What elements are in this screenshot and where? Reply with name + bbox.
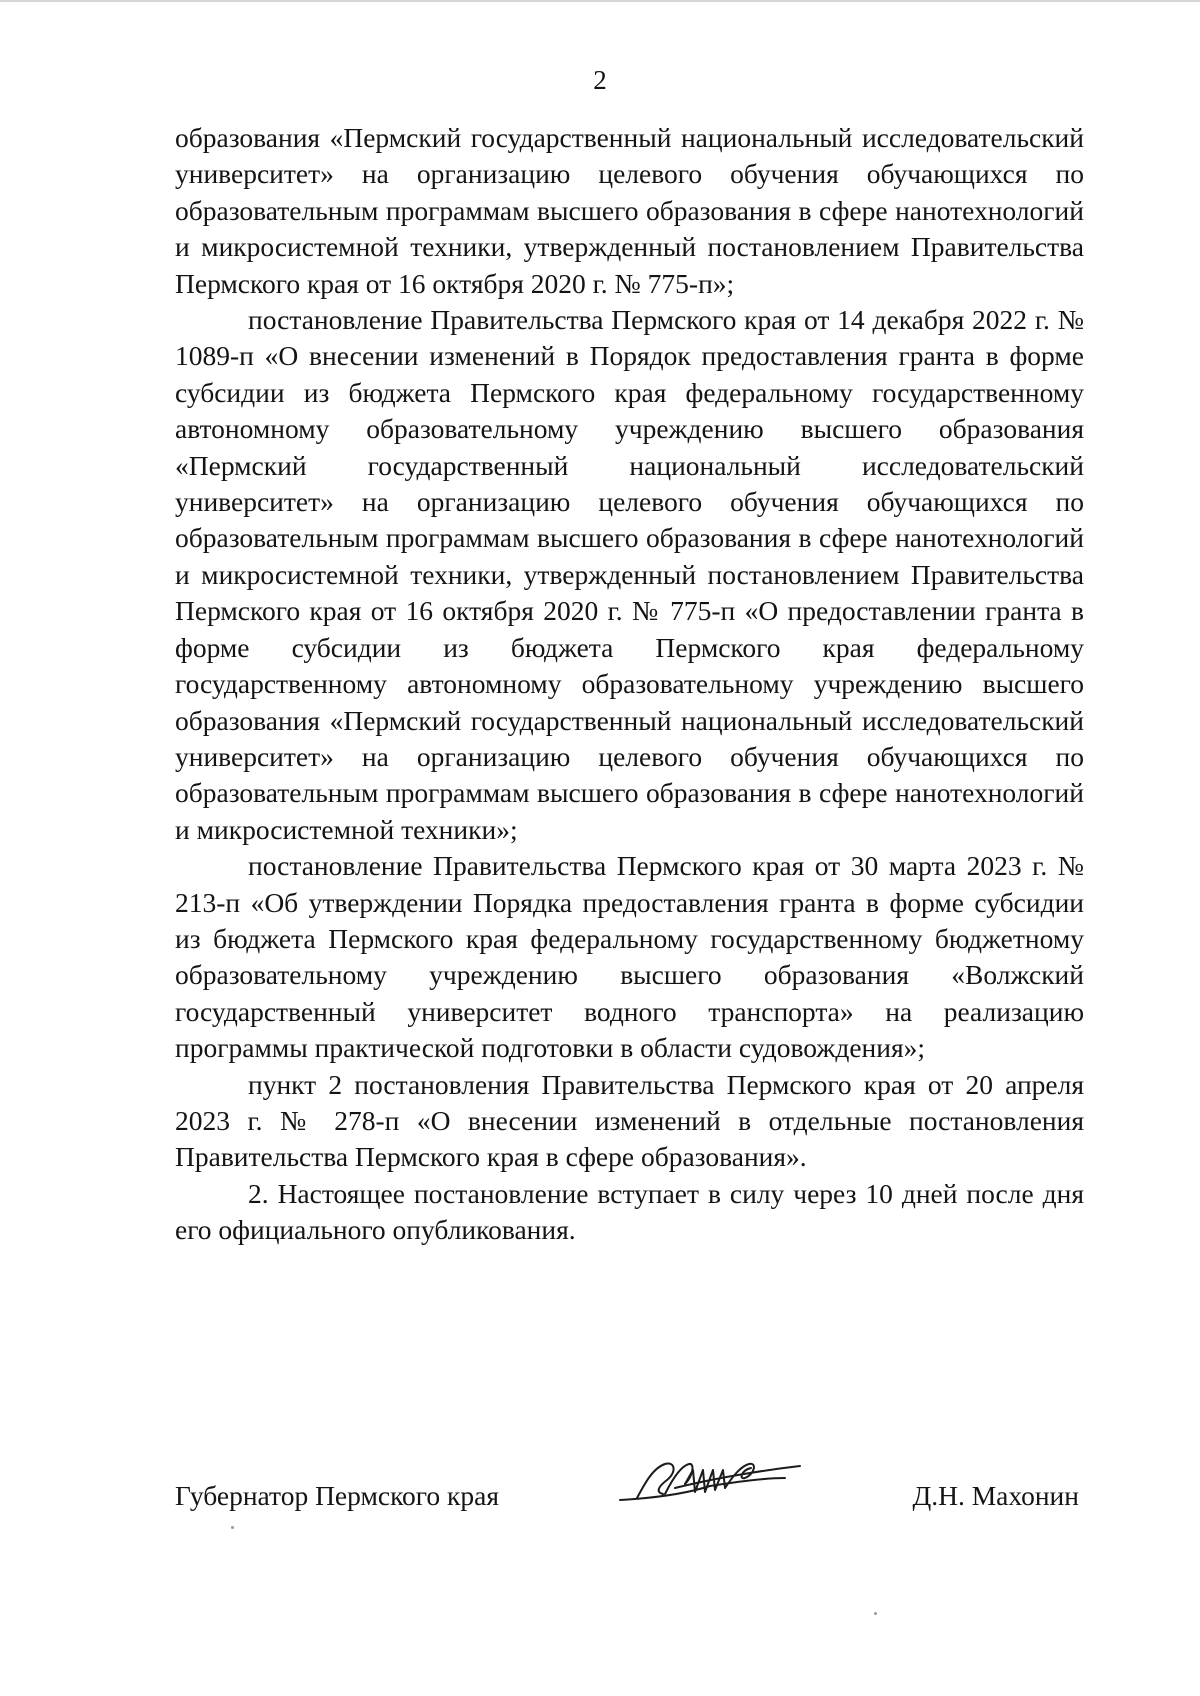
scan-speck <box>874 1612 877 1615</box>
scan-border <box>0 0 1200 2</box>
page-number: 2 <box>593 65 607 95</box>
document-body <box>175 120 1084 1249</box>
handwritten-signature <box>615 1448 805 1518</box>
paragraph-resolution-1089: постановление Правительства Пермского края от 14 декабря 2022 г. № 1089-п «О внесении изменений в Порядок предоставления гранта в форме субсидии из бюджета Пермского края федеральному государственному автономному образовательному учреждению высшего образования «Пермский государственный национальный исследовательский университет» на организацию целевого обучения обучающихся по образовательным программам высшего образования в сфере нанотехнологий и микросистемной техники, утвержденный постановлением Правительства Пермского края от 16 октября 2020 г. № 775-п «О предоставлении гранта в форме субсидии из бюджета Пермского края федеральному государственному автономному образовательному учреждению высшего образования «Пермский государственный национальный исследовательский университет» на организацию целевого обучения обучающихся по образовательным программам высшего образования в сфере нанотехнологий и микросистемной техники»; <box>175 304 1084 845</box>
signature-block <box>175 1478 1084 1518</box>
paragraph-continuation: образования «Пермский государственный национальный исследовательский университет» на организацию целевого обучения обучающихся по образовательным программам высшего образования в сфере нанотехнологий и микросистемной техники, утвержденный постановлением Правительства Пермского края от 16 октября 2020 г. № 775-п»; <box>175 122 1084 299</box>
paragraph-resolution-213: постановление Правительства Пермского края от 30 марта 2023 г. № 213-п «Об утверждении Порядка предоставления гранта в форме субсидии из бюджета Пермского края федеральному государственному бюджетному образовательному учреждению высшего образования «Волжский государственный университет водного транспорта» на реализацию программы практической подготовки в области судовождения»; <box>175 850 1084 1064</box>
signer-name: Д.Н. Махонин <box>912 1480 1079 1511</box>
paragraph-resolution-278: пункт 2 постановления Правительства Пермского края от 20 апреля 2023 г. № 278-п «О внесении изменений в отдельные постановления Правительства Пермского края в сфере образования». <box>175 1068 1084 1173</box>
signer-position: Губернатор Пермского края <box>175 1480 499 1511</box>
paragraph-effective-date: 2. Настоящее постановление вступает в силу через 10 дней после дня его официального опубликования. <box>175 1177 1084 1246</box>
scan-speck <box>231 1526 234 1529</box>
